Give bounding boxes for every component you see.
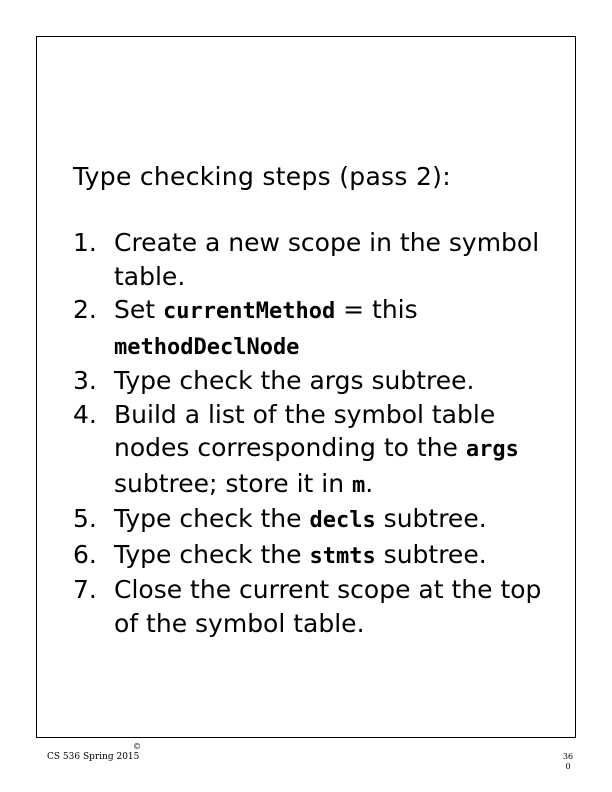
code-m: m [352,472,366,498]
list-item [73,502,573,538]
step-number: 4. [73,399,97,429]
code-method-decl-node: methodDeclNode [114,334,300,360]
footer-course: CS 536 Spring 2015 [47,752,140,762]
step-text: Close the current scope at the top of the symbol table. [114,575,542,638]
list-item [73,364,573,398]
list-item [73,538,573,574]
code-current-method: currentMethod [163,299,336,324]
code-stmts: stmts [309,543,376,569]
step-text: Create a new scope in the symbol table. [114,228,540,291]
slide-title: Type checking steps (pass 2): [73,162,451,191]
step-text: Type check the decls subtree. [114,504,487,533]
code-decls: decls [309,508,376,533]
step-number: 2. [73,295,97,324]
step-text: Build a list of the symbol table nodes corresponding to the args subtree; store it in m. [114,399,519,498]
list-item [73,226,573,293]
list-item [73,573,573,640]
step-number: 7. [73,575,97,604]
step-text: Set currentMethod = this methodDeclNode [114,295,418,360]
code-args: args [465,437,519,462]
copyright-icon: © [133,742,141,751]
step-number: 5. [73,504,97,533]
step-text: Type check the args subtree. [114,366,475,395]
steps-list [73,226,573,640]
page-number: 36 0 [562,752,574,771]
step-number: 6. [73,539,97,569]
step-text: Type check the stmts subtree. [114,539,487,569]
step-number: 1. [73,228,97,257]
list-item [73,398,573,503]
list-item [73,293,573,364]
step-number: 3. [73,366,97,395]
